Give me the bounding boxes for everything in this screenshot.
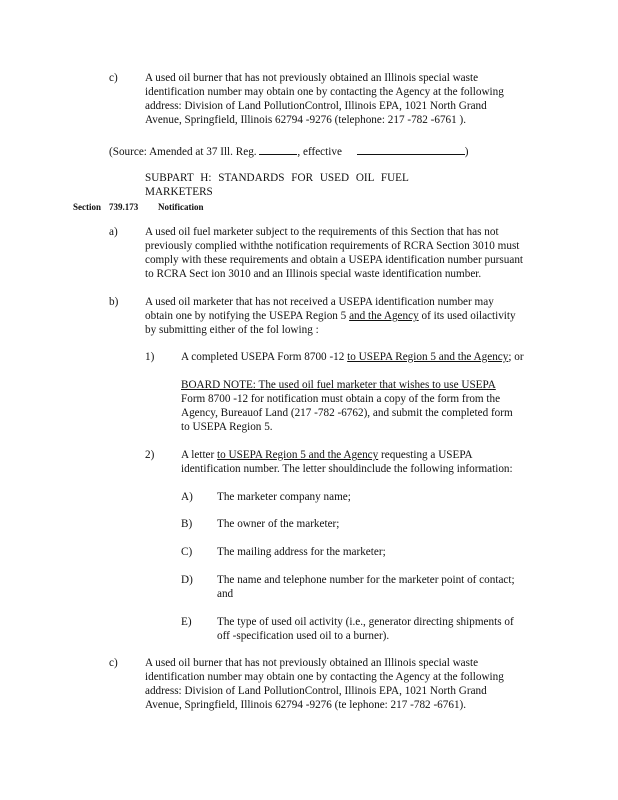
- source-prefix: (Source: Amended at 37 Ill. Reg.: [109, 146, 257, 158]
- text-span: ; or: [508, 351, 524, 363]
- source-mid: , effective: [297, 146, 342, 158]
- sub-item-label: D): [181, 574, 193, 586]
- sub-item-label: E): [181, 616, 192, 628]
- text-span: A completed USEPA Form 8700 -12: [181, 351, 345, 363]
- text-line: identification number. The letter shouldinclude the following information:: [181, 462, 513, 475]
- item-c-bottom-text: [145, 657, 540, 713]
- text-line: A used oil burner that has not previously obtained an Illinois special waste: [145, 72, 479, 84]
- reg-blank: [259, 144, 297, 155]
- item-a-label: a): [109, 226, 118, 238]
- text-line: comply with these requirements and obtain a USEPA identification number pursuant: [145, 253, 524, 266]
- text-line: address: Division of Land PollutionControl, Illinois EPA, 1021 North Grand: [145, 99, 487, 112]
- board-note-title: BOARD NOTE: The used oil fuel marketer that wishes to use USEPA: [181, 379, 496, 391]
- item-b-text: [145, 296, 540, 338]
- amendment-underline: to USEPA Region 5 and the Agency: [217, 449, 379, 461]
- item-b1-label: 1): [145, 351, 155, 363]
- item-c-bottom-label: c): [109, 657, 118, 669]
- amendment-underline: to USEPA Region 5 and the Agency: [347, 351, 509, 363]
- text-span: obtain one by notifying the USEPA Region 5: [145, 309, 347, 322]
- sub-item-text: The marketer company name;: [217, 491, 351, 503]
- item-b2-text: [181, 449, 532, 477]
- text-line: Form 8700 -12 for notification must obtain a copy of the form from the: [181, 392, 501, 405]
- text-line: previously complied withthe notification requirements of RCRA Section 3010 must: [145, 239, 520, 252]
- text-line: Agency, Bureauof Land (217 -782 -6762), and submit the completed form: [181, 406, 513, 419]
- sub-item-text: [217, 616, 532, 644]
- item-b-label: b): [109, 296, 119, 308]
- section-number: 739.173: [109, 202, 139, 212]
- text-line: by submitting either of the fol lowing :: [145, 323, 319, 336]
- text-line: Avenue, Springfield, Illinois 62794 -9276 (telephone: 217 -782 -6761 ).: [145, 113, 467, 126]
- item-a-text: [145, 226, 540, 282]
- text-line: identification number may obtain one by contacting the Agency at the following: [145, 670, 504, 683]
- text-line: Avenue, Springfield, Illinois 62794 -9276 (te lephone: 217 -782 -6761).: [145, 698, 467, 711]
- text-line: to USEPA Region 5.: [181, 420, 273, 433]
- sub-item-label: A): [181, 491, 193, 503]
- source-note: [109, 144, 509, 160]
- text-span: requesting a USEPA: [381, 449, 473, 461]
- text-line: [181, 449, 532, 463]
- sub-item-text: The owner of the marketer;: [217, 518, 340, 530]
- item-b2-label: 2): [145, 449, 155, 461]
- sub-item-label: C): [181, 546, 193, 558]
- section-title: Notification: [158, 202, 204, 212]
- text-line: to RCRA Sect ion 3010 and an Illinois special waste identification number.: [145, 267, 482, 280]
- subpart-heading: SUBPART H: STANDARDS FOR USED OIL FUEL MARKETERS: [145, 172, 409, 198]
- text-line: identification number may obtain one by contacting the Agency at the following: [145, 85, 504, 98]
- text-line: The name and telephone number for the marketer point of contact;: [217, 574, 515, 586]
- item-c-text: [145, 72, 540, 128]
- text-line: address: Division of Land PollutionControl, Illinois EPA, 1021 North Grand: [145, 684, 487, 697]
- sub-item-label: B): [181, 518, 193, 530]
- item-b1-text: [181, 351, 561, 365]
- text-line: off -specification used oil to a burner).: [217, 629, 390, 642]
- source-suffix: ): [464, 146, 469, 158]
- text-span: of its used oilactivity: [421, 309, 516, 322]
- item-c-label: c): [109, 72, 118, 84]
- text-line: [145, 310, 540, 324]
- text-line: A used oil burner that has not previously obtained an Illinois special waste: [145, 657, 479, 669]
- sub-item-text: [217, 574, 532, 602]
- text-line: The type of used oil activity (i.e., generator directing shipments of: [217, 616, 514, 628]
- effective-blank: [357, 144, 465, 155]
- text-line: and: [217, 587, 234, 600]
- board-note: [181, 379, 532, 435]
- section-word: Section: [73, 202, 101, 212]
- sub-item-text: The mailing address for the marketer;: [217, 546, 386, 558]
- text-line: A used oil fuel marketer subject to the requirements of this Section that has not: [145, 226, 499, 238]
- text-line: A used oil marketer that has not received a USEPA identification number may: [145, 296, 494, 308]
- amendment-underline: and the Agency: [349, 309, 419, 322]
- text-span: A letter: [181, 449, 215, 461]
